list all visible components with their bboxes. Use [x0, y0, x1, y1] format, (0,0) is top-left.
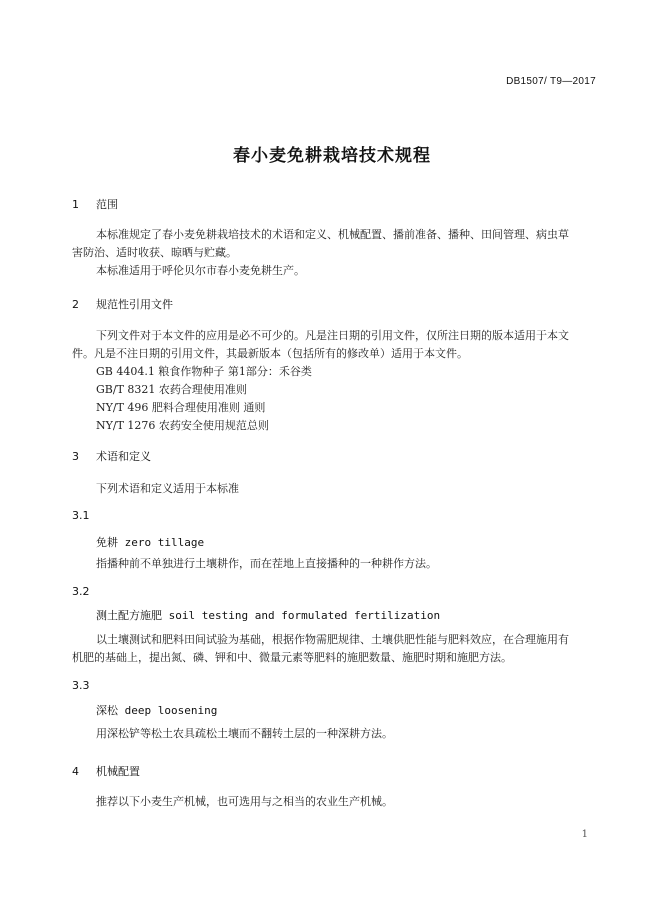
- s3-intro: 下列术语和定义适用于本标准: [96, 482, 239, 495]
- standard-code: DB1507/ T9—2017: [506, 76, 596, 87]
- term-english: zero tillage: [124, 536, 205, 549]
- term-english: soil testing and formulated fertilization: [168, 609, 441, 622]
- section-title: 规范性引用文件: [96, 298, 173, 311]
- term-definition: 指播种前不单独进行土壤耕作，而在茬地上直接播种的一种耕作方法。: [96, 557, 437, 570]
- term-number: 3.1: [72, 509, 90, 522]
- section-number: 4: [72, 765, 79, 778]
- normative-reference: NY/T 1276 农药安全使用规范总则: [96, 419, 269, 432]
- section-number: 3: [72, 450, 79, 463]
- section-number: 1: [72, 198, 79, 211]
- normative-reference: NY/T 496 肥料合理使用准则 通则: [96, 401, 266, 414]
- s1-para2: 本标准适用于呼伦贝尔市春小麦免耕生产。: [96, 264, 305, 277]
- term-heading: [96, 702, 217, 718]
- term-english: deep loosening: [124, 704, 218, 717]
- page-number: 1: [581, 829, 588, 840]
- term-chinese: 测土配方施肥: [96, 609, 162, 622]
- term-definition-line2: 机肥的基础上，提出氮、磷、钾和中、微量元素等肥料的施肥数量、施肥时期和施肥方法。: [72, 651, 512, 664]
- term-heading: [96, 534, 204, 550]
- section-number: 2: [72, 298, 79, 311]
- term-heading: [96, 607, 440, 623]
- term-number: 3.2: [72, 585, 90, 598]
- section-title: 机械配置: [96, 765, 140, 778]
- section-1-heading: [72, 196, 118, 212]
- section-4-heading: [72, 763, 140, 779]
- term-definition-line1: 以土壤测试和肥料田间试验为基础，根据作物需肥规律、土壤供肥性能与肥料效应，在合理施用有: [96, 633, 569, 646]
- term-chinese: 深松: [96, 704, 118, 717]
- term-number: 3.3: [72, 679, 90, 692]
- section-2-heading: [72, 296, 173, 312]
- s1-para1-line2: 害防治、适时收获、晾晒与贮藏。: [72, 246, 237, 259]
- s2-para1-line2: 件。凡是不注日期的引用文件，其最新版本（包括所有的修改单）适用于本文件。: [72, 347, 468, 360]
- section-title: 术语和定义: [96, 450, 151, 463]
- document-title: 春小麦免耕栽培技术规程: [233, 146, 431, 166]
- normative-reference: GB 4404.1 粮食作物种子 第1部分：禾谷类: [96, 365, 312, 378]
- term-chinese: 免耕: [96, 536, 118, 549]
- normative-reference: GB/T 8321 农药合理使用准则: [96, 383, 247, 396]
- s2-para1-line1: 下列文件对于本文件的应用是必不可少的。凡是注日期的引用文件，仅所注日期的版本适用于本文: [96, 329, 569, 342]
- section-title: 范围: [96, 198, 118, 211]
- section-3-heading: [72, 448, 151, 464]
- s1-para1-line1: 本标准规定了春小麦免耕栽培技术的术语和定义、机械配置、播前准备、播种、田间管理、病虫草: [96, 228, 569, 241]
- s4-para1: 推荐以下小麦生产机械，也可选用与之相当的农业生产机械。: [96, 795, 393, 808]
- term-definition: 用深松铲等松土农具疏松土壤而不翻转土层的一种深耕方法。: [96, 727, 393, 740]
